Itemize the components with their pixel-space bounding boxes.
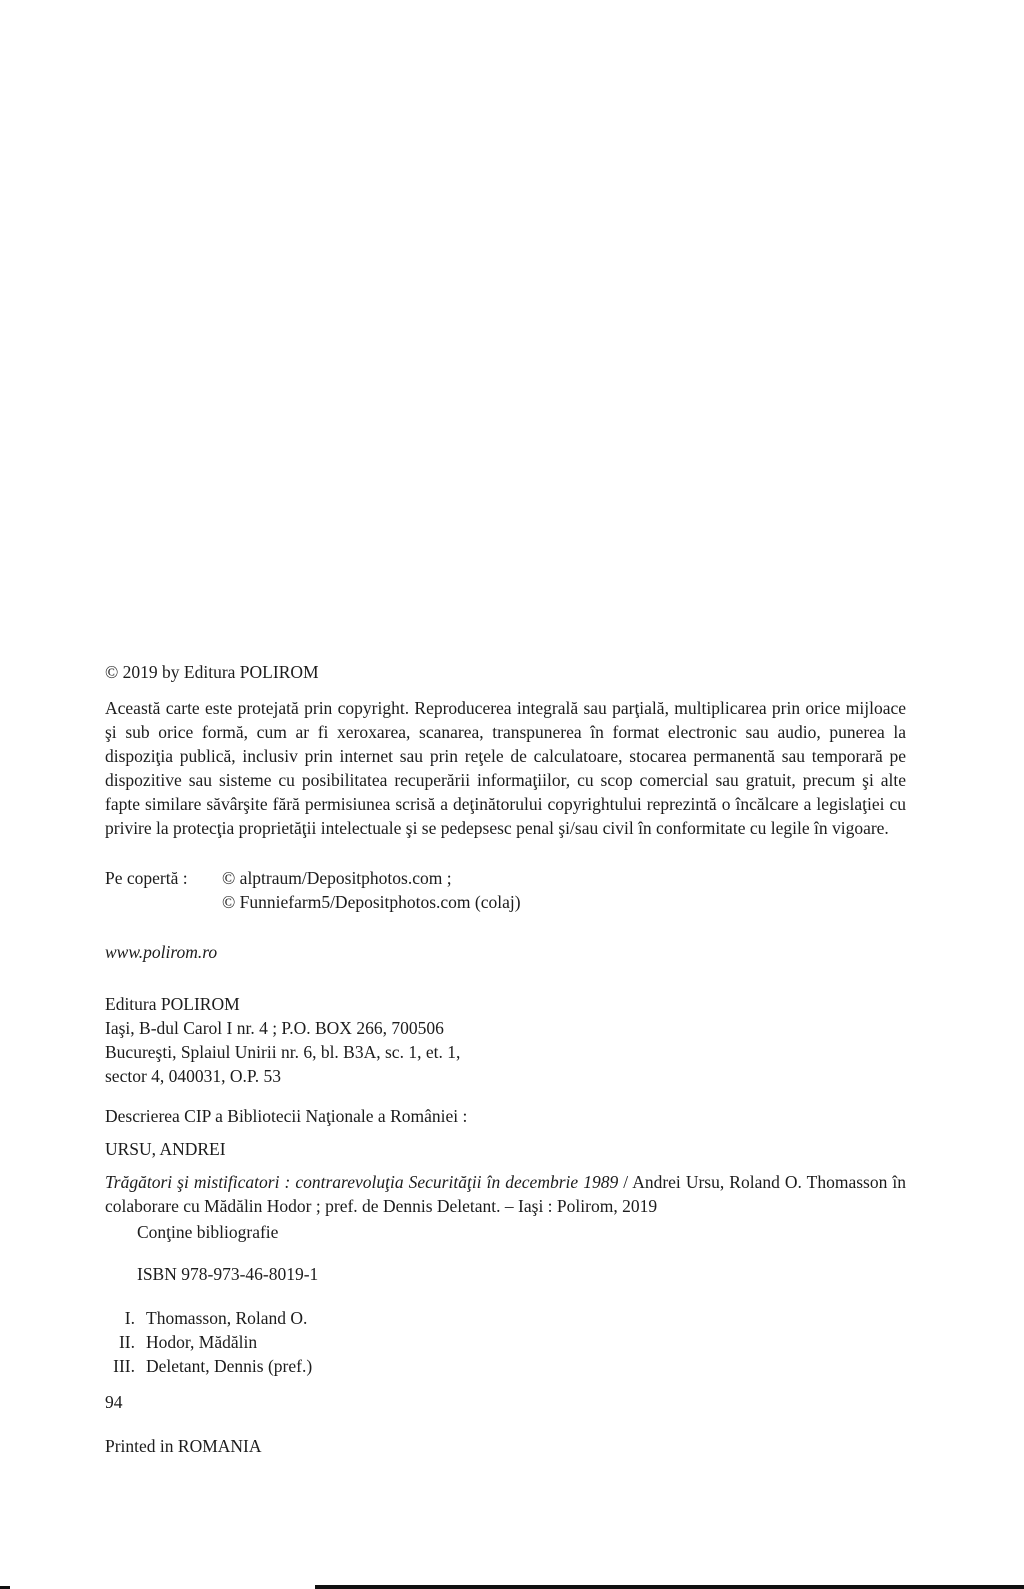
publisher-name: Editura POLIROM	[105, 994, 240, 1014]
publisher-block	[105, 992, 906, 1088]
cip-title-italic: Trăgători şi mistificatori : contrarevoluţia Securităţii în decembrie 1989	[105, 1172, 619, 1192]
publisher-address-line-2: Bucureşti, Splaiul Unirii nr. 6, bl. B3A, sc. 1, et. 1,	[105, 1042, 461, 1062]
publisher-address-line-1: Iaşi, B-dul Carol I nr. 4 ; P.O. BOX 266, 700506	[105, 1018, 444, 1038]
udc-classification-number: 94	[105, 1392, 123, 1412]
publisher-address-line-3: sector 4, 040031, O.P. 53	[105, 1066, 281, 1086]
copyright-notice-paragraph: Această carte este protejată prin copyright. Reproducerea integrală sau parţială, multiplicarea prin orice mijloace şi sub orice formă, cum ar fi xeroxarea, scanarea, transpunerea în format electronic sau audio, punerea la dispoziţia publică, inclusiv prin internet sau prin reţele de calculatoare, stocarea permanentă sau temporară pe dispozitive sau sisteme cu posibilitatea recuperării informaţiilor, cu scop comercial sau gratuit, precum şi alte fapte similare săvârşite fără permisiunea scrisă a deţinătorului copyrightului reprezintă o încălcare a legislaţiei cu privire la protecţia proprietăţii intelectuale şi se pedepsesc penal şi/sau civil în conformitate cu legile în vigoare.	[105, 698, 906, 838]
contributor-name: Hodor, Mădălin	[146, 1332, 258, 1352]
cover-credit	[105, 866, 906, 914]
cover-credit-lines	[222, 866, 521, 914]
page-content	[105, 660, 906, 1458]
isbn-line: ISBN 978-973-46-8019-1	[137, 1264, 319, 1284]
contributor-name: Deletant, Dennis (pref.)	[146, 1356, 313, 1376]
contributor-row	[105, 1306, 906, 1330]
cip-bibliography-note: Conţine bibliografie	[137, 1222, 279, 1242]
printed-in-line: Printed in ROMANIA	[105, 1436, 262, 1456]
cip-author: URSU, ANDREI	[105, 1139, 226, 1159]
contributor-numeral: I.	[124, 1308, 135, 1328]
contributor-row	[105, 1330, 906, 1354]
scan-artifact-bottom-edge	[315, 1585, 1024, 1589]
cover-credit-line-2: © Funniefarm5/Depositphotos.com (colaj)	[222, 892, 521, 912]
contributor-name: Thomasson, Roland O.	[146, 1308, 308, 1328]
cip-title-paragraph	[105, 1170, 906, 1218]
cip-title-rest: / Andrei Ursu, Roland O. Thomasson în colaborare cu Mădălin Hodor ; pref. de Dennis Deletant. – Iaşi : Polirom, 2019	[105, 1172, 906, 1216]
publisher-website: www.polirom.ro	[105, 942, 218, 962]
contributor-numeral: II.	[118, 1332, 135, 1352]
cover-credit-line-1: © alptraum/Depositphotos.com ;	[222, 868, 452, 888]
contributor-row	[105, 1354, 906, 1378]
cip-contributors-list	[105, 1306, 906, 1378]
cover-credit-label: Pe copertă :	[105, 868, 188, 888]
cip-heading: Descrierea CIP a Bibliotecii Naţionale a României :	[105, 1106, 468, 1126]
copyright-line: © 2019 by Editura POLIROM	[105, 662, 319, 682]
contributor-numeral: III.	[113, 1356, 135, 1376]
